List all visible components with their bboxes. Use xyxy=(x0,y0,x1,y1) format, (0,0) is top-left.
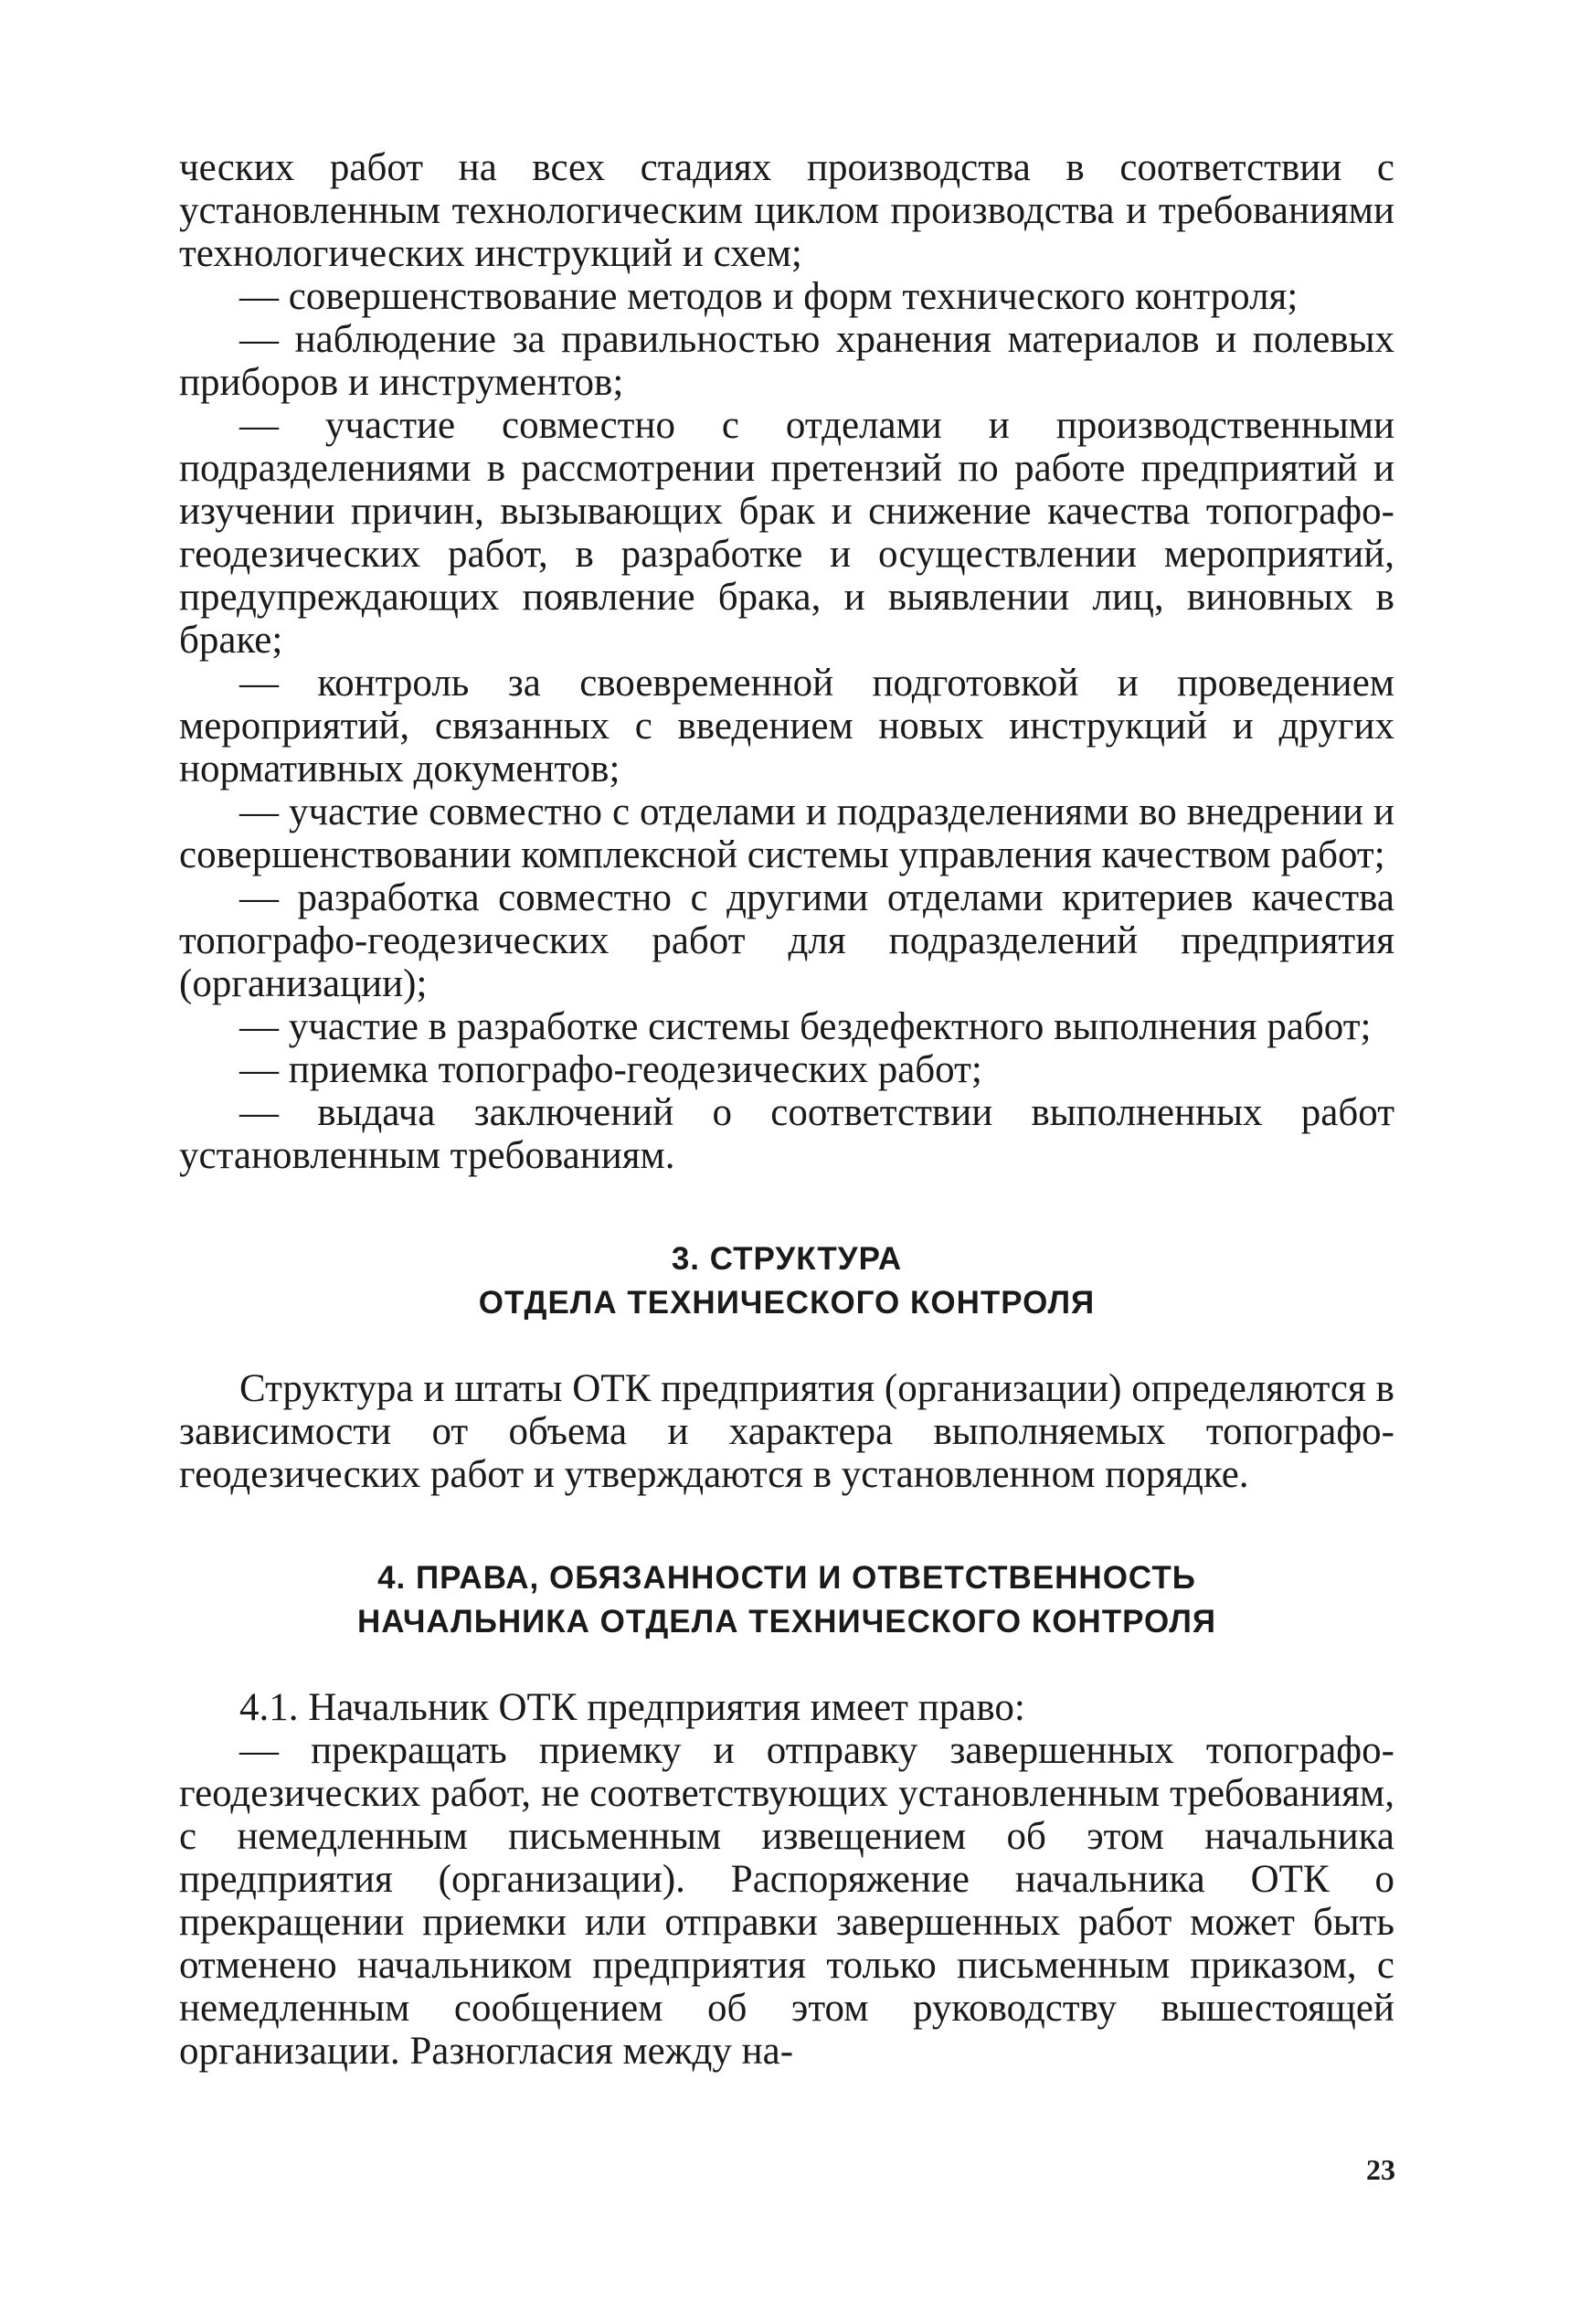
list-item: — участие совместно с отделами и производственными подразделениями в рассмотрении претензий по работе предприятий и изучении причин, вызывающих брак и снижение качества топографо-геодезических работ, в разработке и осуществлении мероприятий, предупреждающих появление брака, и выявлении лиц, виновных в браке; xyxy=(179,404,1394,662)
list-item: — участие в разработке системы бездефектного выполнения работ; xyxy=(239,1005,1372,1048)
section-3-heading-line1: 3. СТРУКТУРА xyxy=(671,1241,903,1277)
paragraph-continuation: ческих работ на всех стадиях производства в соответствии с установленным технологическим циклом производства и требованиями технологических инструкций и схем; xyxy=(179,146,1394,275)
section-4-heading-line2: НАЧАЛЬНИКА ОТДЕЛА ТЕХНИЧЕСКОГО КОНТРОЛЯ xyxy=(356,1604,1217,1640)
section-4-paragraph-2: — прекращать приемку и отправку завершенных топографо-геодезических работ, не соответствующих установленным требованиям, с немедленным письменным извещением об этом начальника предприятия (организации). Распоряжение начальника ОТК о прекращении приемки или отправки завершенных работ может быть отменено начальником предприятия только письменным приказом, с немедленным сообщением об этом руководству вышестоящей организации. Разногласия между на- xyxy=(179,1729,1394,2073)
section-4-heading-line1: 4. ПРАВА, ОБЯЗАННОСТИ И ОТВЕТСТВЕННОСТЬ xyxy=(377,1560,1196,1596)
document-page xyxy=(179,146,1394,2073)
list-item: — приемка топографо-геодезических работ; xyxy=(239,1048,982,1091)
section-4-paragraph-1: 4.1. Начальник ОТК предприятия имеет право: xyxy=(239,1686,1025,1729)
section-3-heading-line2: ОТДЕЛА ТЕХНИЧЕСКОГО КОНТРОЛЯ xyxy=(478,1285,1096,1321)
section-3-paragraph: Структура и штаты ОТК предприятия (организации) определяются в зависимости от объема и характера выполняемых топографо-геодезических работ и утверждаются в установленном порядке. xyxy=(179,1367,1394,1496)
section-4-heading xyxy=(179,1556,1394,1644)
section-3-heading xyxy=(179,1237,1394,1325)
list-item: — разработка совместно с другими отделами критериев качества топографо-геодезических работ для подразделений предприятия (организации); xyxy=(179,876,1394,1005)
list-item: — наблюдение за правильностью хранения материалов и полевых приборов и инструментов; xyxy=(179,318,1394,404)
list-item: — участие совместно с отделами и подразделениями во внедрении и совершенствовании комплексной системы управления качеством работ; xyxy=(179,791,1394,876)
list-item: — совершенствование методов и форм технического контроля; xyxy=(239,275,1299,318)
list-item: — выдача заключений о соответствии выполненных работ установленным требованиям. xyxy=(179,1091,1394,1177)
list-item: — контроль за своевременной подготовкой и проведением мероприятий, связанных с введением новых инструкций и других нормативных документов; xyxy=(179,662,1394,791)
page-number: 23 xyxy=(1366,2153,1395,2186)
